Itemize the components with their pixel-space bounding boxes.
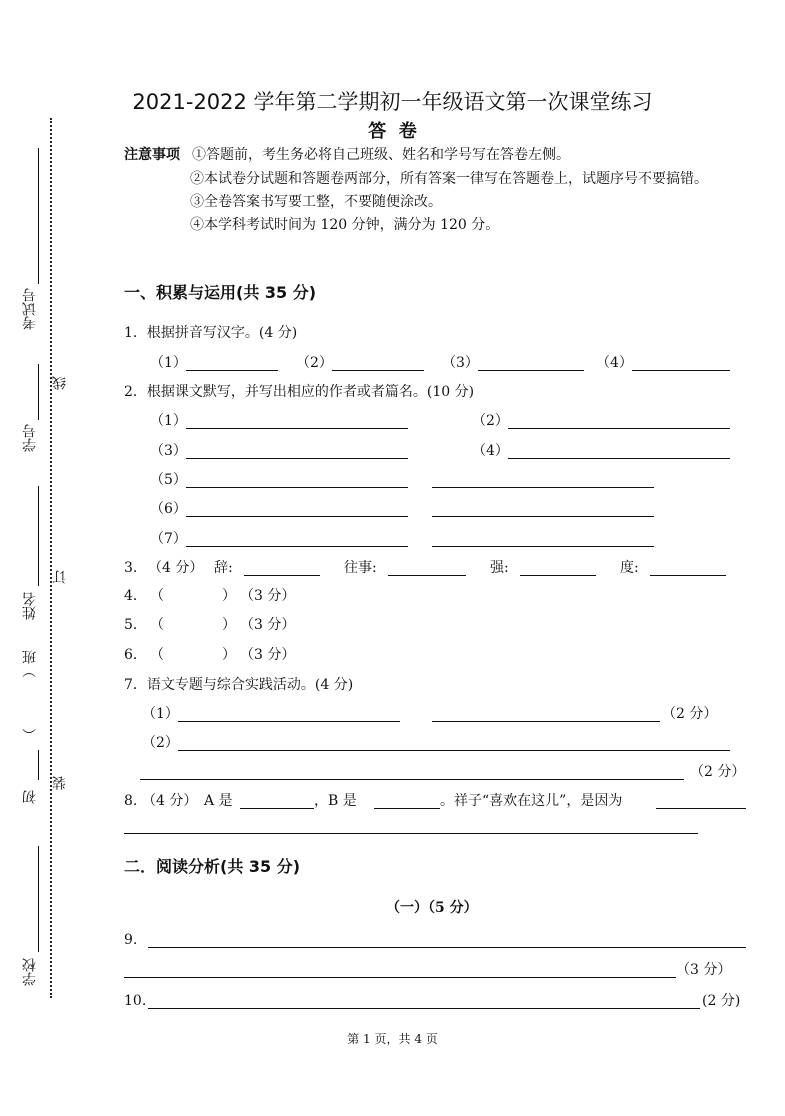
q9-answer-a[interactable] xyxy=(148,947,746,948)
name-label: 姓名 xyxy=(22,592,38,620)
q1-answer-1[interactable] xyxy=(186,370,278,371)
q2-answer-7b[interactable] xyxy=(432,546,654,547)
q6-number: 6． xyxy=(124,647,147,663)
q7-label-2: （2） xyxy=(142,735,179,751)
q1-text: 1．根据拼音写汉字。(4 分) xyxy=(124,325,298,341)
q1-label-1: （1） xyxy=(150,355,187,371)
q8-answer-reason-b[interactable] xyxy=(124,833,698,834)
school-label: 学校 xyxy=(22,958,38,986)
q7-score-a: （2 分） xyxy=(662,706,718,722)
q2-answer-4[interactable] xyxy=(508,458,730,459)
q5-paren-open: （ xyxy=(150,617,164,633)
q2-label-5: （5） xyxy=(150,472,187,488)
q8-a-label: A 是 xyxy=(204,793,233,809)
q3-number: 3. xyxy=(124,560,138,576)
student-no-label: 学号 xyxy=(22,424,38,452)
q3-answer-3[interactable] xyxy=(520,575,596,576)
q7-answer-2b[interactable] xyxy=(140,779,684,780)
q8-answer-b[interactable] xyxy=(374,808,440,809)
q6-paren-open: （ xyxy=(150,647,164,663)
q5-paren-close: ） xyxy=(222,617,236,633)
binding-dotted-line xyxy=(50,118,52,998)
q10-number: 10. xyxy=(124,993,147,1009)
q2-label-4: （4） xyxy=(472,443,509,459)
section2-part-heading: （一）（5 分） xyxy=(386,900,478,916)
binding-zhuang-mark: 装 xyxy=(52,776,68,790)
q2-answer-1[interactable] xyxy=(186,428,408,429)
q2-answer-5a[interactable] xyxy=(186,487,408,488)
grade-label: 初 xyxy=(22,790,38,804)
q3-answer-2[interactable] xyxy=(388,575,466,576)
q2-answer-7a[interactable] xyxy=(186,546,408,547)
q3-word-3: 强: xyxy=(490,560,509,576)
q5-score: （3 分） xyxy=(240,617,296,633)
q8-number: 8. xyxy=(124,793,138,809)
q9-score: （3 分） xyxy=(676,962,732,978)
q5-number: 5． xyxy=(124,617,147,633)
q10-answer[interactable] xyxy=(148,1008,700,1009)
q1-answer-2[interactable] xyxy=(332,370,424,371)
q8-answer-a[interactable] xyxy=(240,808,314,809)
q1-label-2: （2） xyxy=(296,355,333,371)
q7-answer-1a[interactable] xyxy=(178,721,400,722)
q2-label-7: （7） xyxy=(150,531,187,547)
binding-ding-mark: 订 xyxy=(52,570,68,584)
q3-score: （4 分） xyxy=(148,560,204,576)
page-title: 2021-2022 学年第二学期初一年级语文第一次课堂练习 xyxy=(132,90,653,114)
q7-answer-1b[interactable] xyxy=(432,721,660,722)
class-label: ）班 xyxy=(22,650,38,678)
q3-word-2: 往事: xyxy=(344,560,377,576)
q2-text: 2．根据课文默写，并写出相应的作者或者篇名。(10 分) xyxy=(124,384,475,400)
q7-text: 7．语文专题与综合实践活动。(4 分) xyxy=(124,677,354,693)
q3-word-1: 辞: xyxy=(214,560,233,576)
notice-item-1: ①答题前，考生务必将自己班级、姓名和学号写在答卷左侧。 xyxy=(192,147,570,163)
q4-paren-close: ） xyxy=(222,588,236,604)
notice-label: 注意事项 xyxy=(124,147,180,163)
q10-score: (2 分) xyxy=(702,993,741,1009)
q2-label-2: （2） xyxy=(472,413,509,429)
q8-b-label: ，B 是 xyxy=(314,793,357,809)
q6-paren-close: ） xyxy=(222,647,236,663)
q2-answer-6a[interactable] xyxy=(186,516,408,517)
q9-answer-b[interactable] xyxy=(124,977,676,978)
q2-label-6: （6） xyxy=(150,501,187,517)
class-paren-open: （ xyxy=(22,728,38,742)
q2-answer-6b[interactable] xyxy=(432,516,654,517)
q2-label-1: （1） xyxy=(150,413,187,429)
q3-word-4: 度: xyxy=(620,560,639,576)
grade-field-line xyxy=(38,750,39,780)
name-field-line xyxy=(38,486,39,586)
student-no-field-line xyxy=(38,364,39,420)
q3-answer-4[interactable] xyxy=(650,575,726,576)
notice-item-2: ②本试卷分试题和答题卷两部分，所有答案一律写在答题卷上，试题序号不要搞错。 xyxy=(190,171,708,187)
q7-score-b: （2 分） xyxy=(690,764,746,780)
q9-number: 9. xyxy=(124,932,138,948)
q1-label-3: （3） xyxy=(442,355,479,371)
notice-item-4: ④本学科考试时间为 120 分钟，满分为 120 分。 xyxy=(190,217,500,233)
q4-score: （3 分） xyxy=(240,588,296,604)
q6-score: （3 分） xyxy=(240,647,296,663)
q1-answer-3[interactable] xyxy=(478,370,584,371)
binding-line-mark: 线 xyxy=(52,376,68,390)
notice-item-3: ③全卷答案书写要工整，不要随便涂改。 xyxy=(190,194,442,210)
q7-label-1: （1） xyxy=(142,706,179,722)
q1-label-4: （4） xyxy=(596,355,633,371)
q1-answer-4[interactable] xyxy=(632,370,730,371)
q4-number: 4． xyxy=(124,588,147,604)
page-number: 第 1 页，共 4 页 xyxy=(347,1032,438,1046)
q8-score: （4 分） xyxy=(142,793,198,809)
section1-title: 一、积累与运用(共 35 分) xyxy=(124,283,317,302)
school-field-line xyxy=(38,846,39,952)
q2-answer-5b[interactable] xyxy=(432,487,654,488)
q2-answer-2[interactable] xyxy=(508,428,730,429)
q4-paren-open: （ xyxy=(150,588,164,604)
q2-answer-3[interactable] xyxy=(186,458,408,459)
page-subtitle: 答 卷 xyxy=(368,121,417,142)
section2-title: 二．阅读分析(共 35 分) xyxy=(124,857,301,876)
exam-no-label: 考试号 xyxy=(22,288,38,330)
q8-rest-text: 。祥子“喜欢在这儿”，是因为 xyxy=(440,793,623,809)
q2-label-3: （3） xyxy=(150,443,187,459)
q8-answer-reason-a[interactable] xyxy=(656,808,746,809)
q7-answer-2a[interactable] xyxy=(178,750,730,751)
q3-answer-1[interactable] xyxy=(244,575,320,576)
exam-no-field-line xyxy=(38,148,39,284)
